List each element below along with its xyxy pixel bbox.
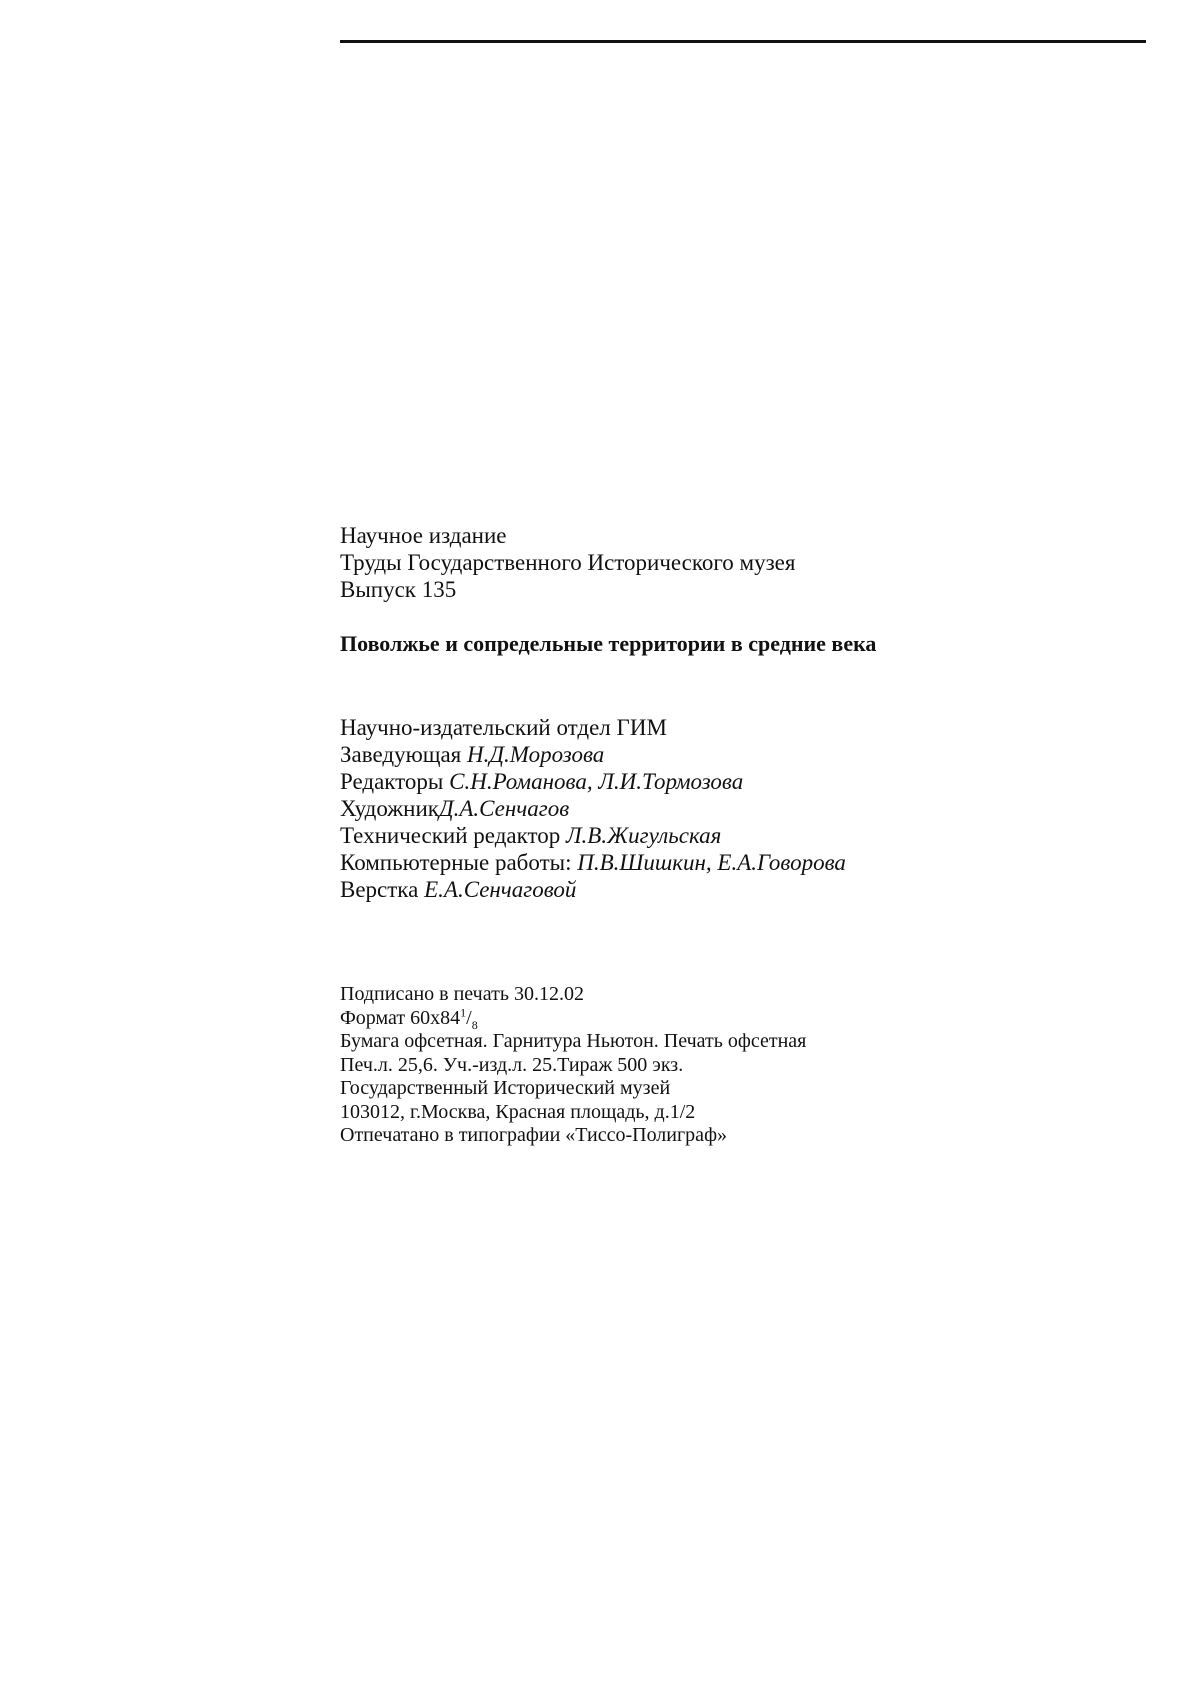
imprint-block [340, 983, 806, 1148]
staff-computer-role: Компьютерные работы: [340, 850, 572, 875]
staff-tech-editor-name: Л.В.Жигульская [565, 823, 722, 848]
staff-computer-name: П.В.Шишкин, Е.А.Говорова [577, 850, 846, 875]
imprint-sheets: Печ.л. 25,6. Уч.-изд.л. 25.Тираж 500 экз. [340, 1053, 684, 1076]
staff-layout-role: Верстка [340, 877, 419, 902]
edition-block [340, 522, 795, 603]
edition-issue: Выпуск 135 [340, 577, 457, 602]
staff-head [340, 741, 846, 768]
staff-artist-name: Д.А.Сенчагов [438, 796, 570, 821]
edition-type: Научное издание [340, 523, 507, 548]
staff-artist [340, 795, 846, 822]
staff-block [340, 714, 846, 903]
imprint-format-den: 8 [471, 1017, 478, 1032]
staff-tech-editor-role: Технический редактор [340, 823, 561, 848]
staff-artist-role: Художник [340, 796, 439, 821]
staff-editors-role: Редакторы [340, 769, 444, 794]
imprint-publisher: Государственный Исторический музей [340, 1077, 671, 1099]
staff-tech-editor [340, 822, 846, 849]
staff-editors-name: С.Н.Романова, Л.И.Тормозова [449, 769, 744, 794]
imprint-paper: Бумага офсетная. Гарнитура Ньютон. Печать офсетная [340, 1030, 807, 1052]
staff-layout [340, 876, 846, 903]
imprint-format-num: 1 [460, 1004, 467, 1019]
imprint-printer: Отпечатано в типографии «Тиссо-Полиграф» [340, 1124, 728, 1146]
staff-editors [340, 768, 846, 795]
staff-computer [340, 849, 846, 876]
imprint-format: Формат $60x84^1/_8$ [340, 1004, 478, 1032]
staff-department: Научно-издательский отдел ГИМ [340, 715, 667, 740]
edition-series: Труды Государственного Исторического музея [340, 550, 796, 575]
imprint-signed: Подписано в печать 30.12.02 [340, 983, 584, 1005]
staff-layout-name: Е.А.Сенчаговой [424, 877, 577, 902]
top-rule [340, 40, 1146, 43]
imprint-address: 103012, г.Москва, Красная площадь, д.1/2 [340, 1100, 696, 1123]
imprint-format-label: Формат 60x84 [340, 1006, 461, 1029]
book-title: Поволжье и сопредельные территории в средние века [340, 631, 877, 656]
staff-head-name: Н.Д.Морозова [467, 742, 605, 767]
staff-head-role: Заведующая [340, 742, 462, 767]
